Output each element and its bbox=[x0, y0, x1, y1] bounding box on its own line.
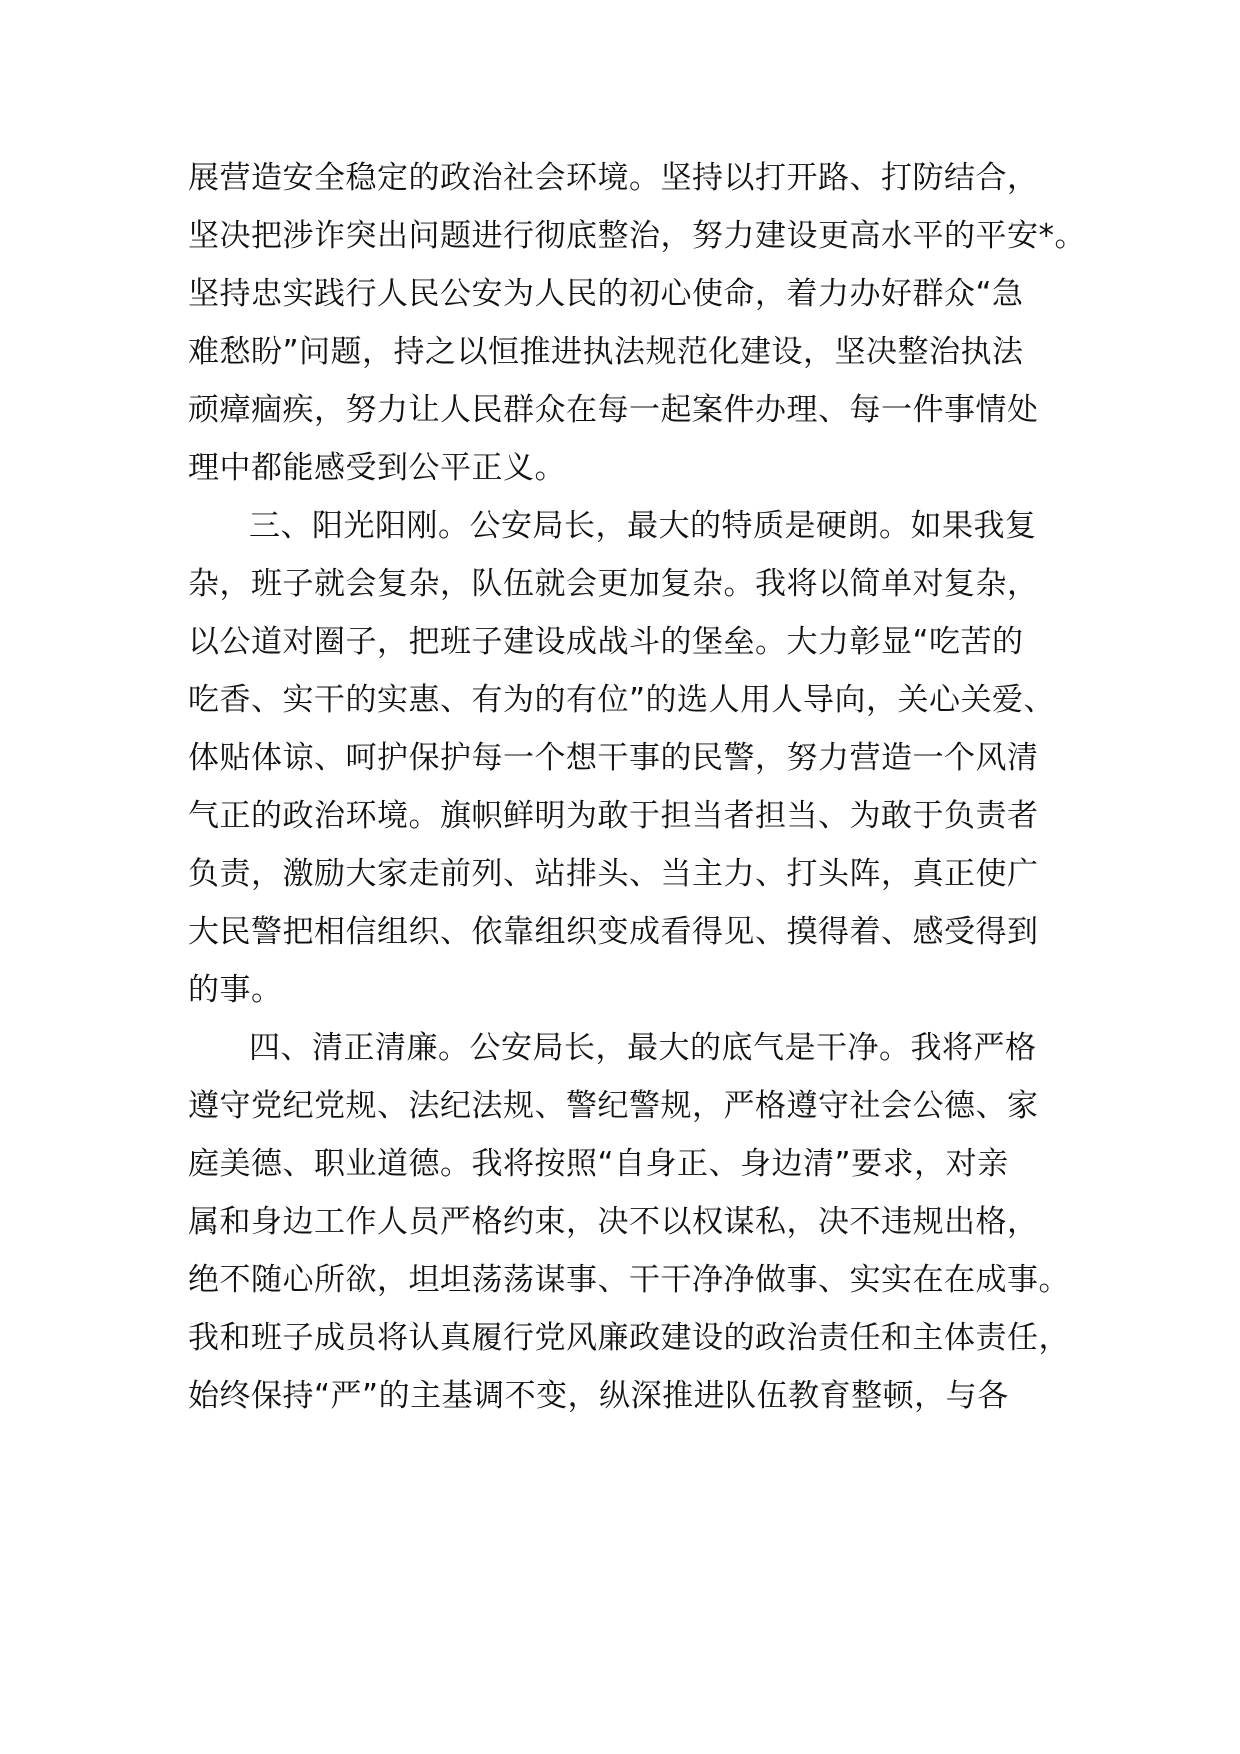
text-line: 吃香、实干的实惠、有为的有位”的选人用人导向，关心关爱、 bbox=[188, 682, 1056, 718]
text-line: 大民警把相信组织、依靠组织变成看得见、摸得着、感受得到 bbox=[188, 914, 1039, 950]
text-line: 坚决把涉诈突出问题进行彻底整治，努力建设更高水平的平安*。 bbox=[188, 218, 1086, 254]
text-line: 我和班子成员将认真履行党风廉政建设的政治责任和主体责任， bbox=[188, 1320, 1070, 1356]
text-line: 气正的政治环境。旗帜鲜明为敢于担当者担当、为敢于负责者 bbox=[188, 798, 1039, 834]
text-line: 的事。 bbox=[188, 972, 283, 1008]
text-line: 遵守党纪党规、法纪法规、警纪警规，严格遵守社会公德、家 bbox=[188, 1088, 1039, 1124]
text-line: 理中都能感受到公平正义。 bbox=[188, 450, 566, 486]
text-line: 杂，班子就会复杂，队伍就会更加复杂。我将以简单对复杂， bbox=[188, 566, 1039, 602]
text-line: 难愁盼”问题，持之以恒推进执法规范化建设，坚决整治执法 bbox=[188, 334, 1024, 370]
text-line: 始终保持“严”的主基调不变，纵深推进队伍教育整顿，与各 bbox=[188, 1378, 1009, 1414]
paragraph-heading-line: 三、阳光阳刚。公安局长，最大的特质是硬朗。如果我复 bbox=[249, 508, 1037, 544]
text-line: 顽瘴痼疾，努力让人民群众在每一起案件办理、每一件事情处 bbox=[188, 392, 1039, 428]
text-line: 展营造安全稳定的政治社会环境。坚持以打开路、打防结合， bbox=[188, 160, 1039, 196]
text-line: 属和身边工作人员严格约束，决不以权谋私，决不违规出格， bbox=[188, 1204, 1039, 1240]
text-line: 负责，激励大家走前列、站排头、当主力、打头阵，真正使广 bbox=[188, 856, 1039, 892]
paragraph-heading-line: 四、清正清廉。公安局长，最大的底气是干净。我将严格 bbox=[249, 1030, 1037, 1066]
text-line: 绝不随心所欲，坦坦荡荡谋事、干干净净做事、实实在在成事。 bbox=[188, 1262, 1070, 1298]
text-line: 坚持忠实践行人民公安为人民的初心使命，着力办好群众“急 bbox=[188, 276, 1024, 312]
text-line: 体贴体谅、呵护保护每一个想干事的民警，努力营造一个风清 bbox=[188, 740, 1039, 776]
text-line: 庭美德、职业道德。我将按照“自身正、身边清”要求，对亲 bbox=[188, 1146, 1009, 1182]
text-line: 以公道对圈子，把班子建设成战斗的堡垒。大力彰显“吃苦的 bbox=[188, 624, 1024, 660]
